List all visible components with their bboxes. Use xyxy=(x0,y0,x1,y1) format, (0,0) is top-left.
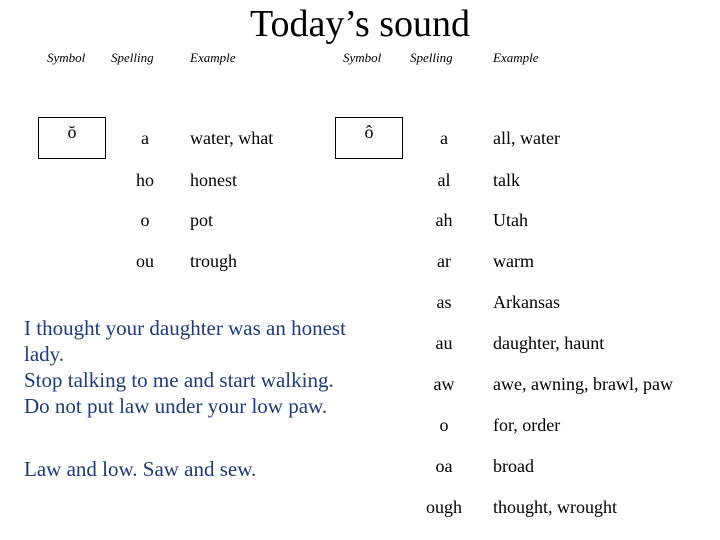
right-spelling: ar xyxy=(437,251,451,271)
header-symbol-left: Symbol xyxy=(47,50,86,65)
left-spelling: a xyxy=(141,128,149,148)
right-spelling: oa xyxy=(435,456,453,476)
header-example-right: Example xyxy=(493,50,539,65)
right-example: warm xyxy=(493,251,534,271)
symbol-box-circumflex-o: ô xyxy=(335,117,403,159)
right-example: talk xyxy=(493,170,520,190)
practice-sentence: I thought your daughter was an honest xyxy=(24,316,346,340)
right-example: Arkansas xyxy=(493,292,560,312)
practice-sentence: lady. xyxy=(24,342,65,366)
left-example: honest xyxy=(190,170,237,190)
right-example: broad xyxy=(493,456,534,476)
practice-sentence: Do not put law under your low paw. xyxy=(24,394,328,418)
right-example: for, order xyxy=(493,415,561,435)
right-spelling: ah xyxy=(435,210,453,230)
right-spelling: al xyxy=(437,170,451,190)
left-example: pot xyxy=(190,210,214,230)
left-example: water, what xyxy=(190,128,274,148)
slide-title: Today’s sound xyxy=(249,3,471,45)
right-spelling: a xyxy=(440,128,448,148)
left-example: trough xyxy=(190,251,237,271)
header-spelling-right: Spelling xyxy=(410,50,453,65)
right-spelling: aw xyxy=(433,374,455,394)
symbol-box-short-o: ŏ xyxy=(38,117,106,159)
left-spelling: ho xyxy=(136,170,154,190)
closing-phrase: Law and low. Saw and sew. xyxy=(24,457,257,481)
left-spelling: ou xyxy=(136,251,154,271)
right-example: daughter, haunt xyxy=(493,333,605,353)
right-example: Utah xyxy=(493,210,528,230)
right-spelling: as xyxy=(436,292,452,312)
header-spelling-left: Spelling xyxy=(111,50,154,65)
right-example: all, water xyxy=(493,128,560,148)
right-spelling: ough xyxy=(426,497,462,517)
right-example: thought, wrought xyxy=(493,497,617,517)
header-example-left: Example xyxy=(190,50,236,65)
practice-sentence: Stop talking to me and start walking. xyxy=(24,368,334,392)
right-spelling: o xyxy=(439,415,449,435)
header-symbol-right: Symbol xyxy=(343,50,382,65)
right-spelling: au xyxy=(435,333,453,353)
left-spelling: o xyxy=(140,210,150,230)
right-example: awe, awning, brawl, paw xyxy=(493,374,673,394)
